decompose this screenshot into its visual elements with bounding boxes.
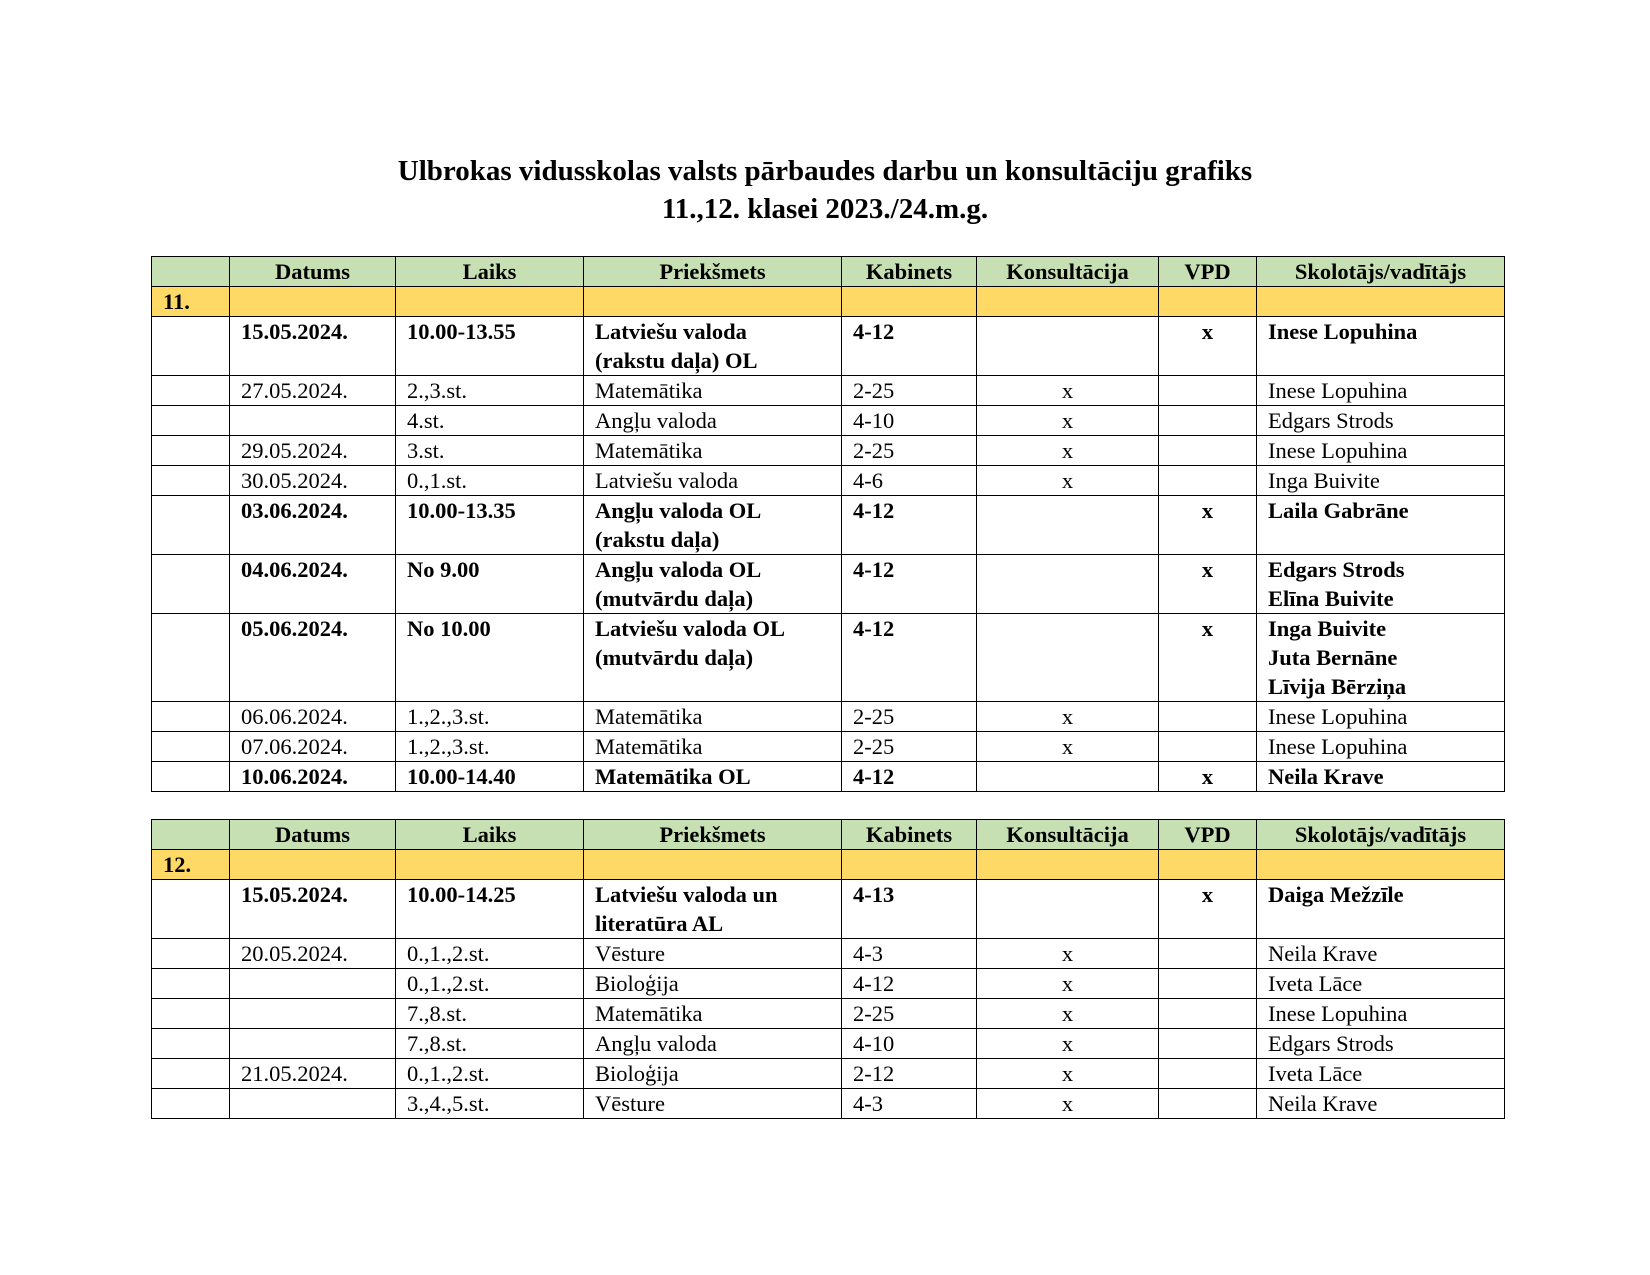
subject-line: Matemātika (595, 378, 703, 403)
date-cell: 15.05.2024. (230, 880, 396, 939)
subject-line: Angļu valoda OL (595, 498, 762, 523)
room-cell: 4-12 (842, 614, 977, 702)
class-cell (152, 406, 230, 436)
column-header: Datums (230, 820, 396, 850)
teacher-line: Laila Gabrāne (1268, 498, 1409, 523)
class-row-cell (977, 287, 1159, 317)
teacher-line: Inese Lopuhina (1268, 378, 1408, 403)
teacher-cell (1257, 376, 1505, 406)
subject-cell (584, 406, 842, 436)
column-header: Konsultācija (977, 820, 1159, 850)
table-row (152, 555, 1505, 614)
column-header: Datums (230, 257, 396, 287)
date-cell: 06.06.2024. (230, 702, 396, 732)
class-cell (152, 1089, 230, 1119)
vpd-cell: x (1159, 762, 1257, 792)
class-cell (152, 496, 230, 555)
class-label: 12. (152, 850, 230, 880)
time-cell: 7.,8.st. (396, 999, 584, 1029)
time-cell: No 10.00 (396, 614, 584, 702)
date-cell: 03.06.2024. (230, 496, 396, 555)
consultation-cell (977, 555, 1159, 614)
table-row (152, 376, 1505, 406)
table-row (152, 1029, 1505, 1059)
class-cell (152, 732, 230, 762)
column-header: Laiks (396, 257, 584, 287)
table-row (152, 496, 1505, 555)
subject-cell (584, 436, 842, 466)
subject-line: Angļu valoda (595, 408, 717, 433)
class-row-cell (1159, 850, 1257, 880)
table-row (152, 939, 1505, 969)
subject-line: Bioloģija (595, 1061, 679, 1086)
vpd-cell: x (1159, 496, 1257, 555)
consultation-cell (977, 317, 1159, 376)
date-cell: 10.06.2024. (230, 762, 396, 792)
vpd-cell: x (1159, 614, 1257, 702)
column-header: Kabinets (842, 257, 977, 287)
consultation-cell: x (977, 702, 1159, 732)
title-line-1: Ulbrokas vidusskolas valsts pārbaudes darbu un konsultāciju grafiks (397, 155, 1253, 187)
date-cell (230, 1029, 396, 1059)
room-cell: 2-25 (842, 702, 977, 732)
time-cell: 7.,8.st. (396, 1029, 584, 1059)
vpd-cell (1159, 999, 1257, 1029)
date-cell: 27.05.2024. (230, 376, 396, 406)
consultation-cell (977, 880, 1159, 939)
subject-line: (rakstu daļa) (595, 527, 720, 552)
consultation-cell: x (977, 939, 1159, 969)
class-row-cell (842, 287, 977, 317)
table-row (152, 762, 1505, 792)
teacher-line: Edgars Strods (1268, 557, 1405, 582)
room-cell: 4-12 (842, 969, 977, 999)
time-cell: 0.,1.,2.st. (396, 939, 584, 969)
consultation-cell: x (977, 376, 1159, 406)
vpd-cell (1159, 732, 1257, 762)
column-header (152, 820, 230, 850)
subject-line: Matemātika (595, 438, 703, 463)
date-cell: 04.06.2024. (230, 555, 396, 614)
room-cell: 2-25 (842, 376, 977, 406)
subject-cell (584, 1059, 842, 1089)
class-row (152, 287, 1505, 317)
title-line-2: 11.,12. klasei 2023./24.m.g. (661, 193, 989, 225)
subject-cell (584, 1089, 842, 1119)
subject-cell (584, 614, 842, 702)
table-row (152, 880, 1505, 939)
teacher-line: Daiga Mežzīle (1268, 882, 1404, 907)
date-cell (230, 406, 396, 436)
class-row-cell (1159, 287, 1257, 317)
class-label: 11. (152, 287, 230, 317)
class-cell (152, 762, 230, 792)
table-row (152, 614, 1505, 702)
teacher-line: Inese Lopuhina (1268, 438, 1408, 463)
consultation-cell: x (977, 999, 1159, 1029)
vpd-cell (1159, 436, 1257, 466)
room-cell: 4-12 (842, 317, 977, 376)
time-cell: 10.00-14.25 (396, 880, 584, 939)
subject-line: (mutvārdu daļa) (595, 645, 754, 670)
class-row-cell (230, 850, 396, 880)
class-row-cell (1257, 287, 1505, 317)
consultation-cell: x (977, 1089, 1159, 1119)
teacher-cell (1257, 732, 1505, 762)
subject-cell (584, 555, 842, 614)
table-row (152, 466, 1505, 496)
consultation-cell: x (977, 1029, 1159, 1059)
table-row (152, 1089, 1505, 1119)
class-cell (152, 376, 230, 406)
vpd-cell (1159, 939, 1257, 969)
consultation-cell (977, 496, 1159, 555)
class-cell (152, 880, 230, 939)
consultation-cell: x (977, 406, 1159, 436)
subject-cell (584, 702, 842, 732)
room-cell: 2-12 (842, 1059, 977, 1089)
class-cell (152, 614, 230, 702)
teacher-line: Neila Krave (1268, 1091, 1378, 1116)
subject-line: Matemātika (595, 704, 703, 729)
teacher-cell (1257, 317, 1505, 376)
subject-line: Bioloģija (595, 971, 679, 996)
class-cell (152, 999, 230, 1029)
room-cell: 2-25 (842, 436, 977, 466)
date-cell (230, 969, 396, 999)
subject-line: Latviešu valoda (595, 319, 747, 344)
class-row-cell (1257, 850, 1505, 880)
table-row (152, 1059, 1505, 1089)
teacher-cell (1257, 466, 1505, 496)
teacher-line: Iveta Lāce (1268, 1061, 1363, 1086)
table-row (152, 317, 1505, 376)
vpd-cell (1159, 406, 1257, 436)
vpd-cell (1159, 1029, 1257, 1059)
time-cell: 1.,2.,3.st. (396, 732, 584, 762)
room-cell: 4-12 (842, 762, 977, 792)
column-header: VPD (1159, 820, 1257, 850)
subject-line: Matemātika OL (595, 764, 751, 789)
date-cell: 15.05.2024. (230, 317, 396, 376)
subject-cell (584, 317, 842, 376)
subject-line: Angļu valoda OL (595, 557, 762, 582)
teacher-line: Juta Bernāne (1268, 645, 1398, 670)
time-cell: 4.st. (396, 406, 584, 436)
schedule-table-grade-12 (151, 819, 1505, 1119)
column-header: VPD (1159, 257, 1257, 287)
subject-line: Angļu valoda (595, 1031, 717, 1056)
teacher-cell (1257, 496, 1505, 555)
time-cell: 10.00-13.35 (396, 496, 584, 555)
document-title (0, 152, 1650, 228)
consultation-cell: x (977, 466, 1159, 496)
class-cell (152, 1059, 230, 1089)
header-row (152, 820, 1505, 850)
table-row (152, 406, 1505, 436)
date-cell: 20.05.2024. (230, 939, 396, 969)
header-row (152, 257, 1505, 287)
subject-cell (584, 496, 842, 555)
time-cell: 10.00-14.40 (396, 762, 584, 792)
teacher-cell (1257, 939, 1505, 969)
vpd-cell (1159, 969, 1257, 999)
vpd-cell (1159, 702, 1257, 732)
teacher-line: Neila Krave (1268, 941, 1378, 966)
teacher-line: Inese Lopuhina (1268, 734, 1408, 759)
consultation-cell: x (977, 969, 1159, 999)
room-cell: 2-25 (842, 732, 977, 762)
teacher-line: Edgars Strods (1268, 408, 1394, 433)
subject-line: Vēsture (595, 941, 665, 966)
time-cell: 3.st. (396, 436, 584, 466)
subject-line: Latviešu valoda OL (595, 616, 786, 641)
table-row (152, 732, 1505, 762)
teacher-line: Elīna Buivite (1268, 586, 1394, 611)
vpd-cell (1159, 376, 1257, 406)
teacher-line: Neila Krave (1268, 764, 1384, 789)
time-cell: 10.00-13.55 (396, 317, 584, 376)
vpd-cell (1159, 1089, 1257, 1119)
schedule-table-grade-11 (151, 256, 1505, 792)
column-header: Priekšmets (584, 820, 842, 850)
teacher-line: Inese Lopuhina (1268, 704, 1408, 729)
subject-cell (584, 376, 842, 406)
teacher-line: Inga Buivite (1268, 468, 1380, 493)
subject-cell (584, 732, 842, 762)
class-cell (152, 969, 230, 999)
consultation-cell (977, 762, 1159, 792)
teacher-cell (1257, 614, 1505, 702)
teacher-cell (1257, 555, 1505, 614)
teacher-line: Inga Buivite (1268, 616, 1387, 641)
subject-line: Vēsture (595, 1091, 665, 1116)
teacher-cell (1257, 999, 1505, 1029)
column-header (152, 257, 230, 287)
room-cell: 4-10 (842, 406, 977, 436)
teacher-cell (1257, 762, 1505, 792)
room-cell: 4-12 (842, 555, 977, 614)
subject-cell (584, 1029, 842, 1059)
subject-cell (584, 880, 842, 939)
subject-cell (584, 939, 842, 969)
column-header: Konsultācija (977, 257, 1159, 287)
table-row (152, 969, 1505, 999)
column-header: Priekšmets (584, 257, 842, 287)
time-cell: 1.,2.,3.st. (396, 702, 584, 732)
date-cell: 07.06.2024. (230, 732, 396, 762)
consultation-cell (977, 614, 1159, 702)
room-cell: 2-25 (842, 999, 977, 1029)
column-header: Skolotājs/vadītājs (1257, 257, 1505, 287)
table-row (152, 702, 1505, 732)
date-cell: 30.05.2024. (230, 466, 396, 496)
subject-line: Matemātika (595, 734, 703, 759)
date-cell (230, 1089, 396, 1119)
time-cell: 0.,1.,2.st. (396, 1059, 584, 1089)
date-cell: 05.06.2024. (230, 614, 396, 702)
subject-cell (584, 999, 842, 1029)
teacher-line: Līvija Bērziņa (1268, 674, 1407, 699)
vpd-cell (1159, 466, 1257, 496)
room-cell: 4-13 (842, 880, 977, 939)
table-row (152, 436, 1505, 466)
subject-cell (584, 762, 842, 792)
subject-line: (rakstu daļa) OL (595, 348, 758, 373)
class-cell (152, 436, 230, 466)
teacher-cell (1257, 702, 1505, 732)
class-row-cell (584, 287, 842, 317)
time-cell: 0.,1.st. (396, 466, 584, 496)
consultation-cell: x (977, 436, 1159, 466)
class-row-cell (396, 287, 584, 317)
time-cell: No 9.00 (396, 555, 584, 614)
time-cell: 2.,3.st. (396, 376, 584, 406)
subject-line: Latviešu valoda un (595, 882, 778, 907)
class-cell (152, 466, 230, 496)
class-row-cell (842, 850, 977, 880)
class-row (152, 850, 1505, 880)
teacher-cell (1257, 880, 1505, 939)
vpd-cell: x (1159, 317, 1257, 376)
teacher-cell (1257, 969, 1505, 999)
vpd-cell (1159, 1059, 1257, 1089)
teacher-line: Iveta Lāce (1268, 971, 1363, 996)
subject-cell (584, 466, 842, 496)
teacher-cell (1257, 1059, 1505, 1089)
subject-line: Matemātika (595, 1001, 703, 1026)
class-cell (152, 939, 230, 969)
teacher-cell (1257, 436, 1505, 466)
subject-line: (mutvārdu daļa) (595, 586, 754, 611)
vpd-cell: x (1159, 880, 1257, 939)
room-cell: 4-10 (842, 1029, 977, 1059)
vpd-cell: x (1159, 555, 1257, 614)
class-cell (152, 702, 230, 732)
room-cell: 4-3 (842, 1089, 977, 1119)
column-header: Skolotājs/vadītājs (1257, 820, 1505, 850)
class-cell (152, 555, 230, 614)
subject-cell (584, 969, 842, 999)
time-cell: 3.,4.,5.st. (396, 1089, 584, 1119)
class-row-cell (396, 850, 584, 880)
date-cell: 29.05.2024. (230, 436, 396, 466)
date-cell (230, 999, 396, 1029)
room-cell: 4-6 (842, 466, 977, 496)
column-header: Laiks (396, 820, 584, 850)
date-cell: 21.05.2024. (230, 1059, 396, 1089)
consultation-cell: x (977, 1059, 1159, 1089)
column-header: Kabinets (842, 820, 977, 850)
teacher-cell (1257, 1089, 1505, 1119)
teacher-line: Edgars Strods (1268, 1031, 1394, 1056)
table-row (152, 999, 1505, 1029)
teacher-line: Inese Lopuhina (1268, 1001, 1408, 1026)
teacher-cell (1257, 406, 1505, 436)
consultation-cell: x (977, 732, 1159, 762)
teacher-cell (1257, 1029, 1505, 1059)
subject-line: literatūra AL (595, 911, 724, 936)
time-cell: 0.,1.,2.st. (396, 969, 584, 999)
class-cell (152, 1029, 230, 1059)
class-row-cell (230, 287, 396, 317)
class-row-cell (977, 850, 1159, 880)
room-cell: 4-12 (842, 496, 977, 555)
class-cell (152, 317, 230, 376)
class-row-cell (584, 850, 842, 880)
subject-line: Latviešu valoda (595, 468, 739, 493)
teacher-line: Inese Lopuhina (1268, 319, 1418, 344)
room-cell: 4-3 (842, 939, 977, 969)
